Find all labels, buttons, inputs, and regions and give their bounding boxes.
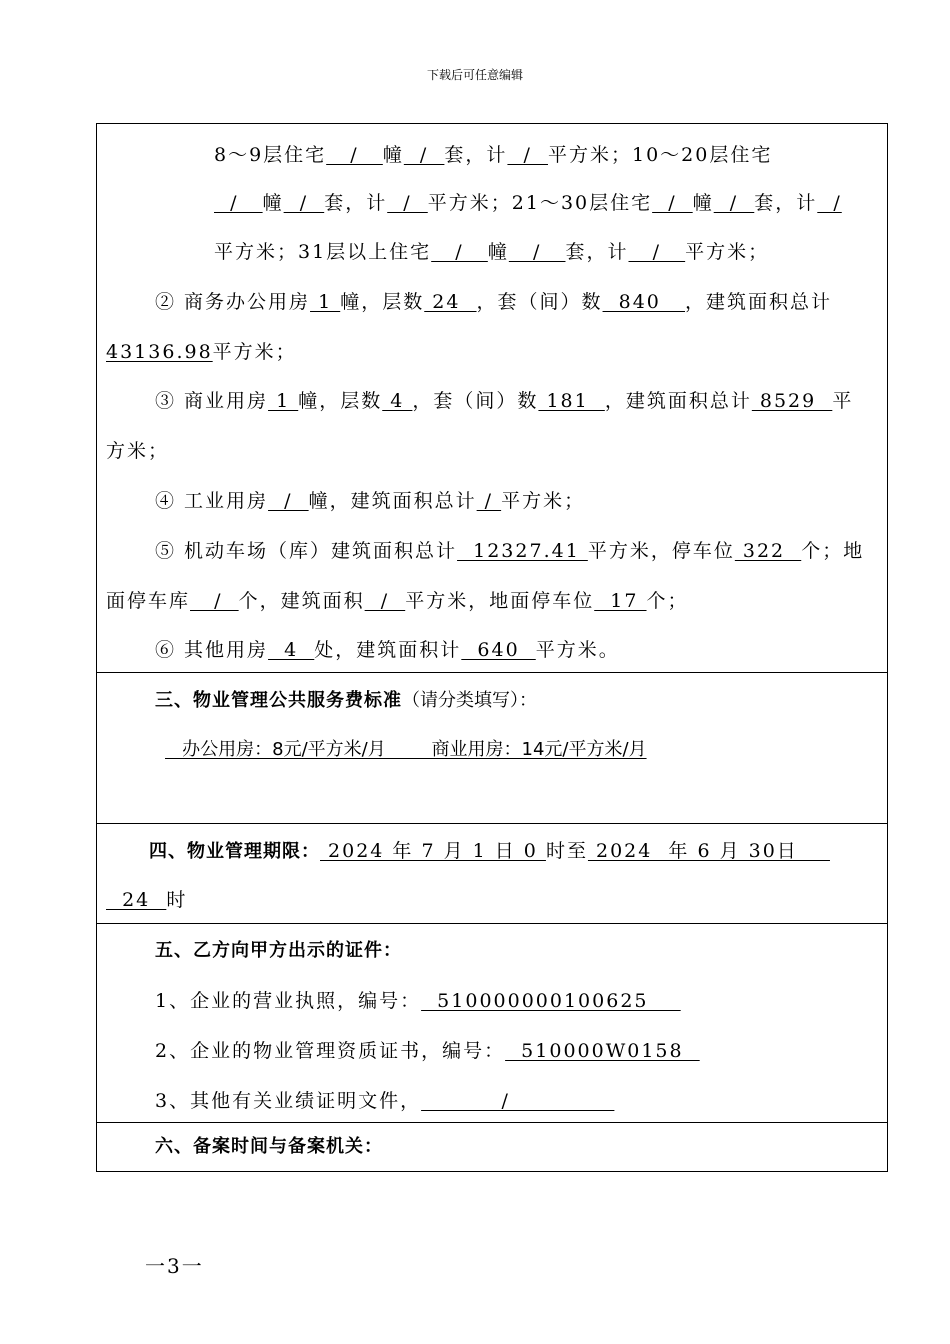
other-documents-line: 3、其他有关业绩证明文件， / <box>155 1090 615 1112</box>
residential-line-2: / 幢 / 套，计 / 平方米；21～30层住宅 / 幢 / 套，计 / <box>214 192 842 214</box>
page-header: 下载后可任意编辑 <box>426 68 523 82</box>
service-fee-heading: 三、物业管理公共服务费标准（请分类填写）： <box>155 690 537 711</box>
certificates-heading: 五、乙方向甲方出示的证件： <box>155 940 402 961</box>
commercial-unit-line: 方米； <box>106 440 170 462</box>
management-period-cell <box>97 824 888 924</box>
building-details-cell <box>97 124 888 673</box>
filing-heading: 六、备案时间与备案机关： <box>155 1136 383 1157</box>
service-fee-standard: 办公用房：8元/平方米/月 商业用房：14元/平方米/月 <box>165 739 647 760</box>
qualification-cert-line: 2、企业的物业管理资质证书，编号： 510000W0158 <box>155 1040 700 1062</box>
certificates-cell <box>97 924 888 1123</box>
residential-line-3: 平方米；31层以上住宅 / 幢 / 套，计 / 平方米； <box>214 241 770 263</box>
parking-line: ⑤ 机动车场（库）建筑面积总计 12327.41 平方米，停车位 322 个；地 <box>155 540 865 562</box>
filing-form-table <box>96 123 888 1172</box>
ground-parking-line: 面停车库 / 个，建筑面积 / 平方米，地面停车位 17 个； <box>106 590 689 612</box>
service-fee-cell <box>97 673 888 824</box>
office-area-line: 43136.98平方米； <box>106 341 297 363</box>
office-line: ② 商务办公用房 1 幢，层数 24 ，套（间）数 840 ，建筑面积总计 <box>155 291 833 313</box>
page-number: 一3一 <box>145 1254 204 1278</box>
other-buildings-line: ⑥ 其他用房 4 处，建筑面积计 640 平方米。 <box>155 639 620 661</box>
management-period-end: 24 时 <box>106 889 188 911</box>
residential-line-1: 8～9层住宅 / 幢 / 套，计 / 平方米；10～20层住宅 <box>214 144 773 166</box>
filing-authority-cell <box>97 1123 888 1172</box>
commercial-line: ③ 商业用房 1 幢，层数 4 ，套（间）数 181 ，建筑面积总计 8529 平 <box>155 390 854 412</box>
industrial-line: ④ 工业用房 / 幢，建筑面积总计 / 平方米； <box>155 490 586 512</box>
management-period-line: 四、物业管理期限： 2024 年 7 月 1 日 0 时至 2024 年 6 月 30日 <box>149 840 830 862</box>
business-license-line: 1、企业的营业执照，编号： 510000000100625 <box>155 990 681 1012</box>
